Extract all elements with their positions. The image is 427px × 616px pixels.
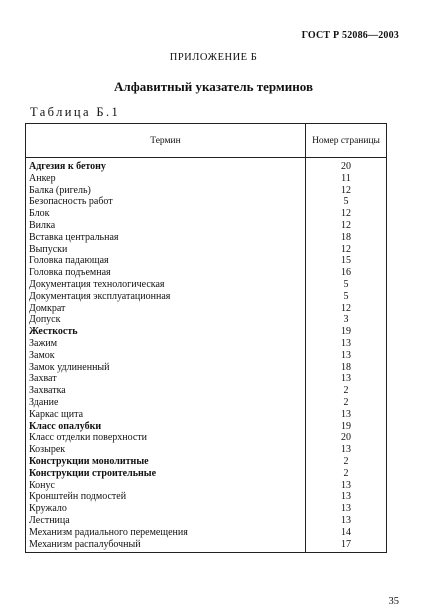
- term-cell: Допуск: [26, 314, 306, 326]
- term-cell: Домкрат: [26, 303, 306, 315]
- page-cell: 11: [306, 173, 387, 185]
- term-cell: Выпуски: [26, 244, 306, 256]
- table-caption: Таблица Б.1: [30, 105, 121, 119]
- term-cell: Головка падающая: [26, 255, 306, 267]
- table-row: [26, 468, 387, 480]
- table-row: [26, 362, 387, 374]
- page-cell: 13: [306, 373, 387, 385]
- term-cell: Балка (ригель): [26, 185, 306, 197]
- term-cell: Механизм радиального перемещения: [26, 527, 306, 539]
- table-row: [26, 480, 387, 492]
- page-cell: 18: [306, 362, 387, 374]
- page-cell: 12: [306, 220, 387, 232]
- page-cell: 13: [306, 503, 387, 515]
- page-cell: 19: [306, 326, 387, 338]
- table-row: [26, 432, 387, 444]
- term-cell: Анкер: [26, 173, 306, 185]
- page-cell: 3: [306, 314, 387, 326]
- page-cell: 17: [306, 539, 387, 553]
- page-cell: 13: [306, 491, 387, 503]
- page-cell: 13: [306, 515, 387, 527]
- page-cell: 14: [306, 527, 387, 539]
- term-cell: Замок: [26, 350, 306, 362]
- term-cell: Безопасность работ: [26, 196, 306, 208]
- page-cell: 13: [306, 444, 387, 456]
- term-cell: Класс опалубки: [26, 421, 306, 433]
- standard-code: ГОСТ Р 52086—2003: [301, 30, 399, 41]
- table-row: [26, 158, 387, 173]
- table-row: [26, 220, 387, 232]
- table-row: [26, 350, 387, 362]
- appendix-label: ПРИЛОЖЕНИЕ Б: [169, 52, 258, 63]
- table-row: [26, 185, 387, 197]
- term-cell: Механизм распалубочный: [26, 539, 306, 553]
- table-row: [26, 515, 387, 527]
- page-cell: 13: [306, 338, 387, 350]
- table-row: [26, 303, 387, 315]
- term-cell: Жесткость: [26, 326, 306, 338]
- term-cell: Адгезия к бетону: [26, 158, 306, 173]
- term-cell: Блок: [26, 208, 306, 220]
- term-cell: Кружало: [26, 503, 306, 515]
- term-cell: Конструкции строительные: [26, 468, 306, 480]
- table-row: [26, 208, 387, 220]
- page-cell: 13: [306, 409, 387, 421]
- term-cell: Документация эксплуатационная: [26, 291, 306, 303]
- page-cell: 12: [306, 185, 387, 197]
- table-row: [26, 421, 387, 433]
- page-number: 35: [388, 596, 399, 607]
- page-cell: 20: [306, 432, 387, 444]
- page-cell: 13: [306, 350, 387, 362]
- table-row: [26, 385, 387, 397]
- table-row: [26, 314, 387, 326]
- table-row: [26, 539, 387, 553]
- table-row: [26, 527, 387, 539]
- table-row: [26, 338, 387, 350]
- page-cell: 5: [306, 279, 387, 291]
- page-cell: 19: [306, 421, 387, 433]
- table-row: [26, 196, 387, 208]
- term-cell: Вставка центральная: [26, 232, 306, 244]
- term-cell: Конструкции монолитные: [26, 456, 306, 468]
- table-row: [26, 279, 387, 291]
- page-cell: 12: [306, 244, 387, 256]
- page-cell: 18: [306, 232, 387, 244]
- page-cell: 5: [306, 291, 387, 303]
- table-row: [26, 255, 387, 267]
- page-cell: 2: [306, 468, 387, 480]
- terms-table: [25, 123, 387, 553]
- index-title: Алфавитный указатель терминов: [114, 79, 313, 94]
- page-cell: 15: [306, 255, 387, 267]
- table-row: [26, 173, 387, 185]
- term-cell: Замок удлиненный: [26, 362, 306, 374]
- page-cell: 5: [306, 196, 387, 208]
- term-cell: Конус: [26, 480, 306, 492]
- table-row: [26, 409, 387, 421]
- term-cell: Здание: [26, 397, 306, 409]
- term-cell: Захват: [26, 373, 306, 385]
- term-cell: Зажим: [26, 338, 306, 350]
- page-cell: 12: [306, 208, 387, 220]
- term-cell: Класс отделки поверхности: [26, 432, 306, 444]
- table-row: [26, 244, 387, 256]
- page-cell: 2: [306, 385, 387, 397]
- table-row: [26, 373, 387, 385]
- term-cell: Каркас щита: [26, 409, 306, 421]
- page-cell: 2: [306, 456, 387, 468]
- column-header-term: Термин: [26, 124, 306, 158]
- term-cell: Документация технологическая: [26, 279, 306, 291]
- table-row: [26, 267, 387, 279]
- page-cell: 20: [306, 158, 387, 173]
- table-row: [26, 456, 387, 468]
- table-row: [26, 444, 387, 456]
- term-cell: Захватка: [26, 385, 306, 397]
- table-row: [26, 491, 387, 503]
- term-cell: Лестница: [26, 515, 306, 527]
- term-cell: Головка подъемная: [26, 267, 306, 279]
- table-row: [26, 291, 387, 303]
- page-cell: 13: [306, 480, 387, 492]
- page-cell: 12: [306, 303, 387, 315]
- table-row: [26, 397, 387, 409]
- column-header-page: Номер страницы: [306, 124, 387, 158]
- table-header-row: [26, 124, 387, 158]
- table-row: [26, 232, 387, 244]
- table-row: [26, 503, 387, 515]
- page-cell: 2: [306, 397, 387, 409]
- term-cell: Вилка: [26, 220, 306, 232]
- term-cell: Кронштейн подмостей: [26, 491, 306, 503]
- table-row: [26, 326, 387, 338]
- page-cell: 16: [306, 267, 387, 279]
- terms-body: [26, 158, 387, 553]
- term-cell: Козырек: [26, 444, 306, 456]
